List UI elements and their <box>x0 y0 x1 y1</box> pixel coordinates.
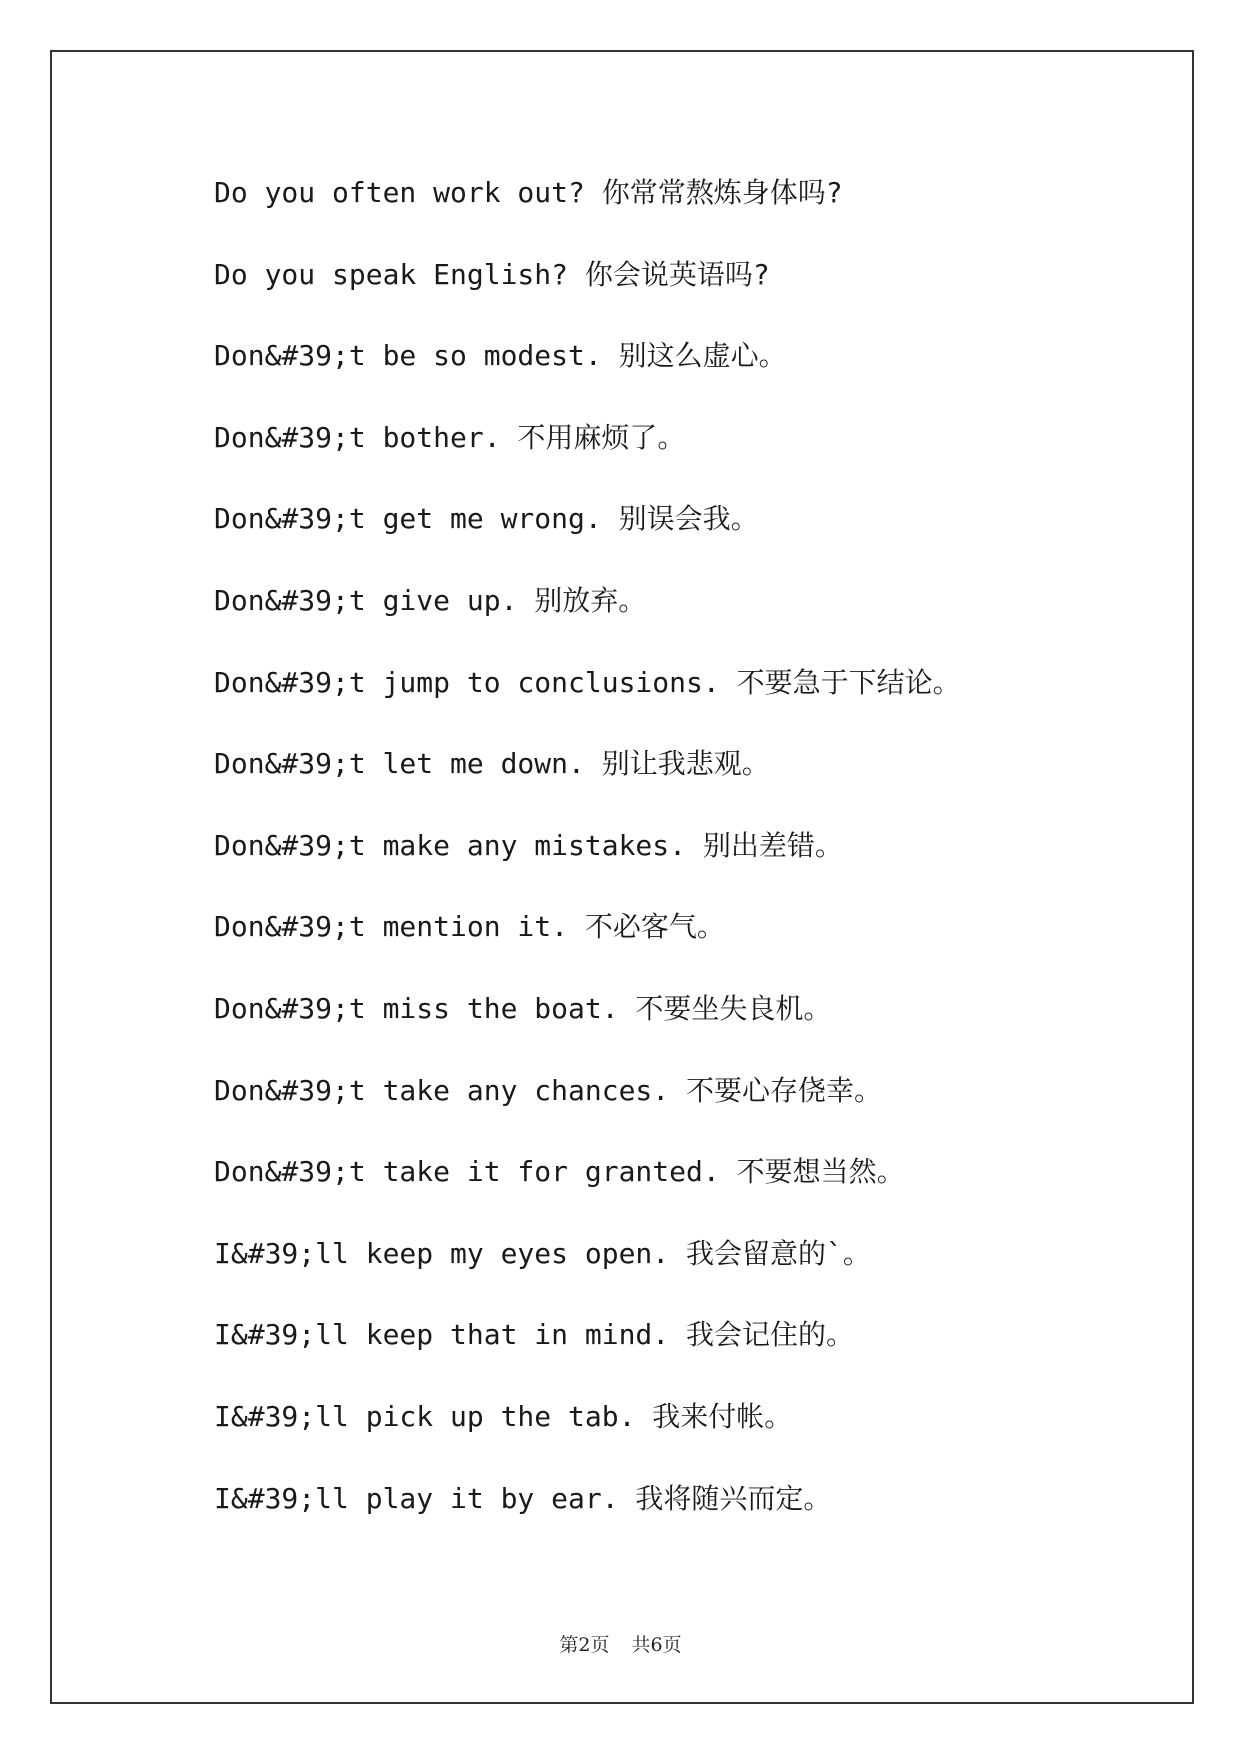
phrase-list <box>214 168 961 1555</box>
page-footer <box>0 1630 1241 1657</box>
total-pages: 共6页 <box>631 1634 682 1656</box>
phrase-line: Don&#39;t miss the boat. 不要坐失良机。 <box>214 991 832 1025</box>
phrase-line: Don&#39;t take it for granted. 不要想当然。 <box>214 1155 905 1189</box>
phrase-line: I&#39;ll keep my eyes open. 我会留意的`。 <box>214 1236 871 1270</box>
phrase-line: Don&#39;t make any mistakes. 别出差错。 <box>214 828 843 862</box>
phrase-line: I&#39;ll keep that in mind. 我会记住的。 <box>214 1318 855 1352</box>
phrase-line: Don&#39;t take any chances. 不要心存侥幸。 <box>214 1073 883 1107</box>
phrase-line: Don&#39;t get me wrong. 别误会我。 <box>214 502 759 536</box>
phrase-line: I&#39;ll pick up the tab. 我来付帐。 <box>214 1399 793 1433</box>
phrase-line: Don&#39;t let me down. 别让我悲观。 <box>214 747 770 781</box>
phrase-line: Do you often work out? 你常常熬炼身体吗? <box>214 176 843 209</box>
phrase-line: Don&#39;t mention it. 不必客气。 <box>214 910 725 944</box>
phrase-line: Don&#39;t be so modest. 别这么虚心。 <box>214 339 787 373</box>
phrase-line: Do you speak English? 你会说英语吗? <box>214 257 770 291</box>
phrase-line: Don&#39;t jump to conclusions. 不要急于下结论。 <box>214 665 961 699</box>
phrase-line: Don&#39;t give up. 别放弃。 <box>214 583 647 617</box>
phrase-line: Don&#39;t bother. 不用麻烦了。 <box>214 420 686 454</box>
phrase-line: I&#39;ll play it by ear. 我将随兴而定。 <box>214 1481 832 1515</box>
page-number: 第2页 <box>559 1634 610 1656</box>
